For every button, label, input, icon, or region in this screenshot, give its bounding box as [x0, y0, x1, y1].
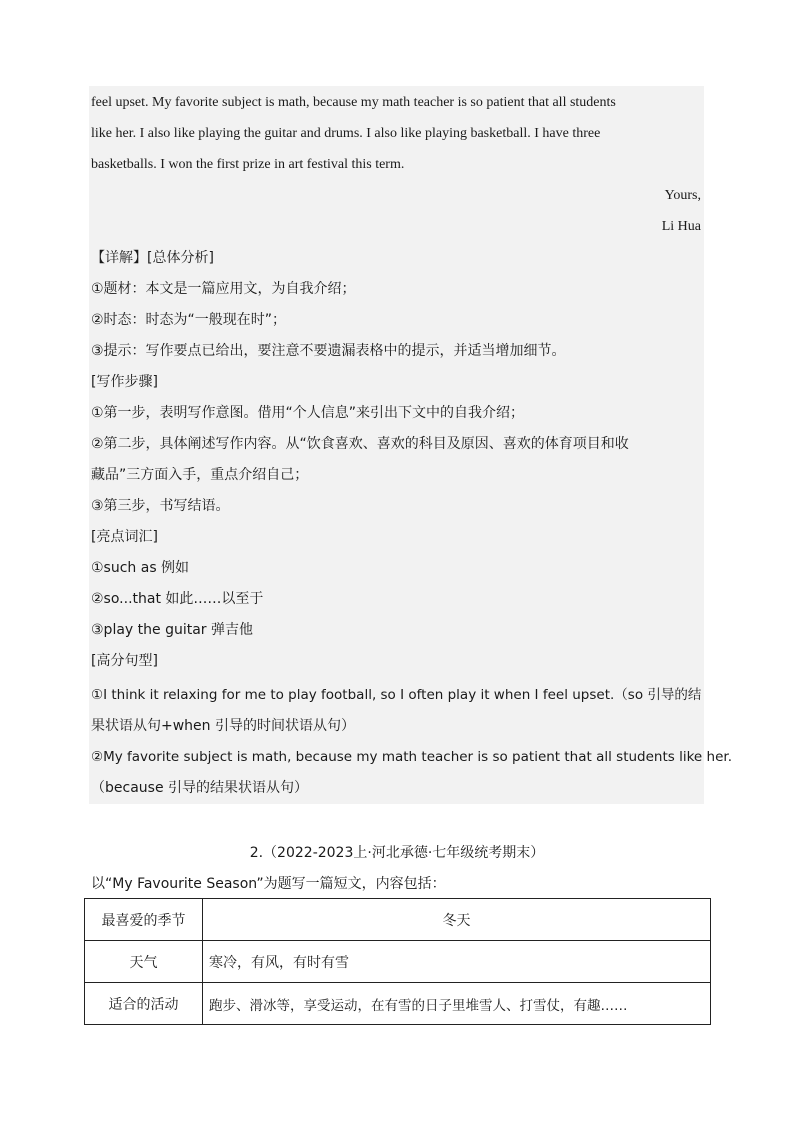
analysis-point-1: ①题材：本文是一篇应用文，为自我介绍；	[91, 281, 356, 297]
table-value: 寒冷，有风，有时有雪	[203, 941, 711, 983]
letter-line-3: basketballs. I won the first prize in art festival this term.	[91, 157, 405, 172]
question-title: 2.（2022-2023上·河北承德·七年级统考期末）	[249, 845, 545, 861]
table-key: 天气	[85, 941, 203, 983]
table-key: 适合的活动	[85, 983, 203, 1025]
sentence-1-cont: 果状语从句+when 引导的时间状语从句）	[91, 718, 355, 734]
step-3: ③第三步，书写结语。	[91, 498, 230, 514]
sentence-2-cont: （because 引导的结果状语从句）	[91, 780, 309, 796]
sentences-heading: [高分句型]	[91, 653, 158, 669]
analysis-point-2: ②时态：时态为“一般现在时”；	[91, 312, 287, 328]
sentence-2: ②My favorite subject is math, because my math teacher is so patient that all students like her.	[91, 749, 732, 765]
vocab-1: ①such as 例如	[91, 560, 190, 576]
table-row	[85, 983, 711, 1025]
table-key: 最喜爱的季节	[85, 899, 203, 941]
letter-closing: Yours,	[664, 188, 701, 203]
step-1: ①第一步，表明写作意图。借用“个人信息”来引出下文中的自我介绍；	[91, 405, 525, 421]
table-value: 冬天	[203, 899, 711, 941]
letter-line-1: feel upset. My favorite subject is math, because my math teacher is so patient that all students	[91, 95, 616, 110]
vocab-heading: [亮点词汇]	[91, 529, 158, 545]
vocab-3: ③play the guitar 弹吉他	[91, 622, 253, 638]
vocab-2: ②so...that 如此……以至于	[91, 591, 264, 607]
table-row	[85, 941, 711, 983]
analysis-point-3: ③提示：写作要点已给出，要注意不要遗漏表格中的提示，并适当增加细节。	[91, 343, 566, 359]
requirements-table	[84, 898, 711, 1025]
sentence-1: ①I think it relaxing for me to play football, so I often play it when I feel upset.（so 引导的结	[91, 687, 702, 703]
letter-line-2: like her. I also like playing the guitar and drums. I also like playing basketball. I have three	[91, 126, 601, 141]
table-value: 跑步、滑冰等，享受运动，在有雪的日子里堆雪人、打雪仗，有趣……	[203, 983, 711, 1025]
letter-signature: Li Hua	[661, 219, 701, 234]
table-row	[85, 899, 711, 941]
step-2: ②第二步，具体阐述写作内容。从“饮食喜欢、喜欢的科目及原因、喜欢的体育项目和收	[91, 436, 629, 452]
question-intro: 以“My Favourite Season”为题写一篇短文，内容包括：	[91, 876, 446, 892]
step-2-cont: 藏品”三方面入手，重点介绍自己；	[91, 467, 309, 483]
steps-heading: [写作步骤]	[91, 374, 158, 390]
analysis-heading: 【详解】[总体分析]	[91, 250, 214, 266]
